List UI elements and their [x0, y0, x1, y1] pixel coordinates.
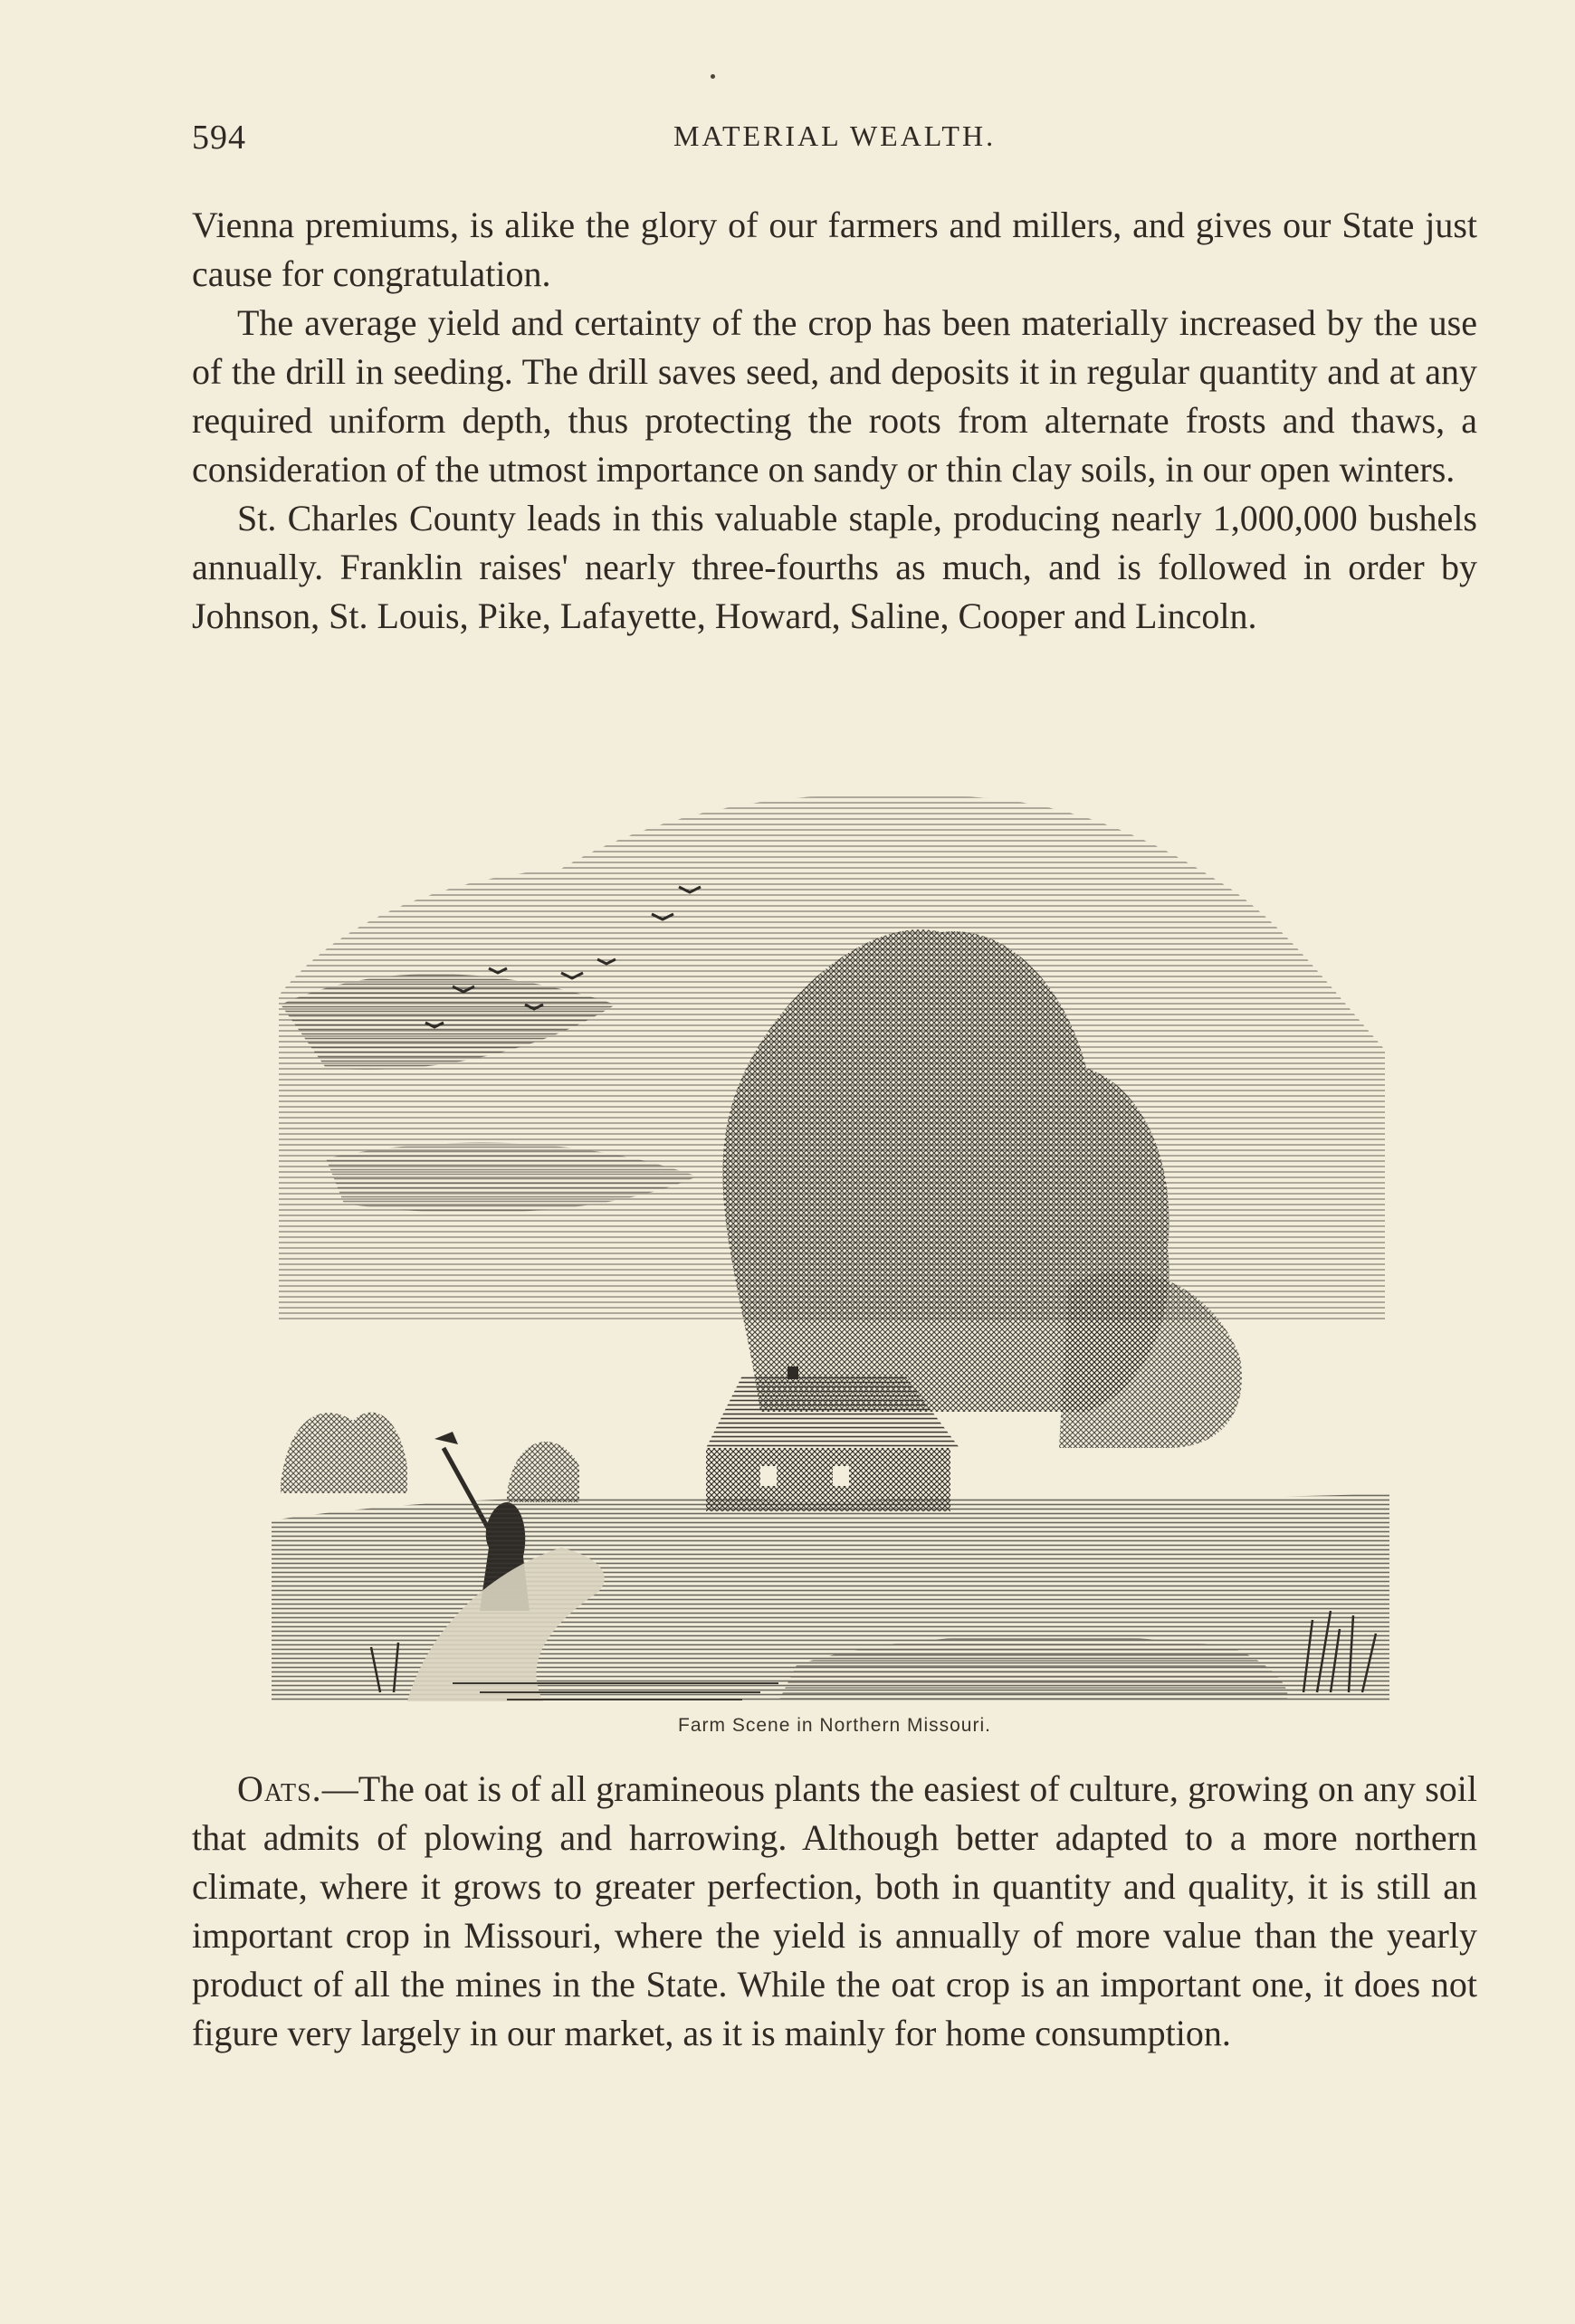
engraving-illustration: [272, 778, 1394, 1710]
section-heading: Oats.: [237, 1768, 322, 1809]
oats-text: —The oat is of all gramineous plants the easiest of culture, growing on any soil that admits of plowing and harrowing. Although better adapted to a more northern climate, where it grows to greater perfection, both in quantity and quality, it is still an important crop in Missouri, where the yield is annually of more value than the yearly product of all the mines in the State. While the oat crop is an important one, it does not figure very largely in our market, as it is mainly for home consumption.: [192, 1768, 1477, 2053]
page-header: [192, 118, 1477, 172]
paragraph: [192, 1765, 1477, 2058]
page-number: 594: [192, 119, 246, 157]
engraving-farm-scene: [272, 778, 1394, 1710]
paragraph: Vienna premiums, is alike the glory of our farmers and millers, and gives our State just cause for congratulation.: [192, 205, 1477, 294]
figure-caption: Farm Scene in Northern Missouri.: [678, 1715, 991, 1736]
paragraph: St. Charles County leads in this valuable staple, producing nearly 1,000,000 bushels annually. Franklin raises' nearly three-fourths as much, and is followed in order by Johnson, St. Louis, Pike, Lafayette, Howard, Saline, Cooper and Lincoln.: [192, 498, 1477, 636]
paragraph: The average yield and certainty of the crop has been materially increased by the use of the drill in seeding. The drill saves seed, and deposits it in regular quantity and at any required uniform depth, thus protecting the roots from alternate frosts and thaws, a consideration of the utmost importance on sandy or thin clay soils, in our open winters.: [192, 302, 1477, 490]
running-head: MATERIAL WEALTH.: [673, 119, 997, 152]
stray-ink-dot: [711, 74, 715, 79]
oats-section: [192, 1765, 1477, 2058]
top-text-block: [192, 201, 1477, 641]
